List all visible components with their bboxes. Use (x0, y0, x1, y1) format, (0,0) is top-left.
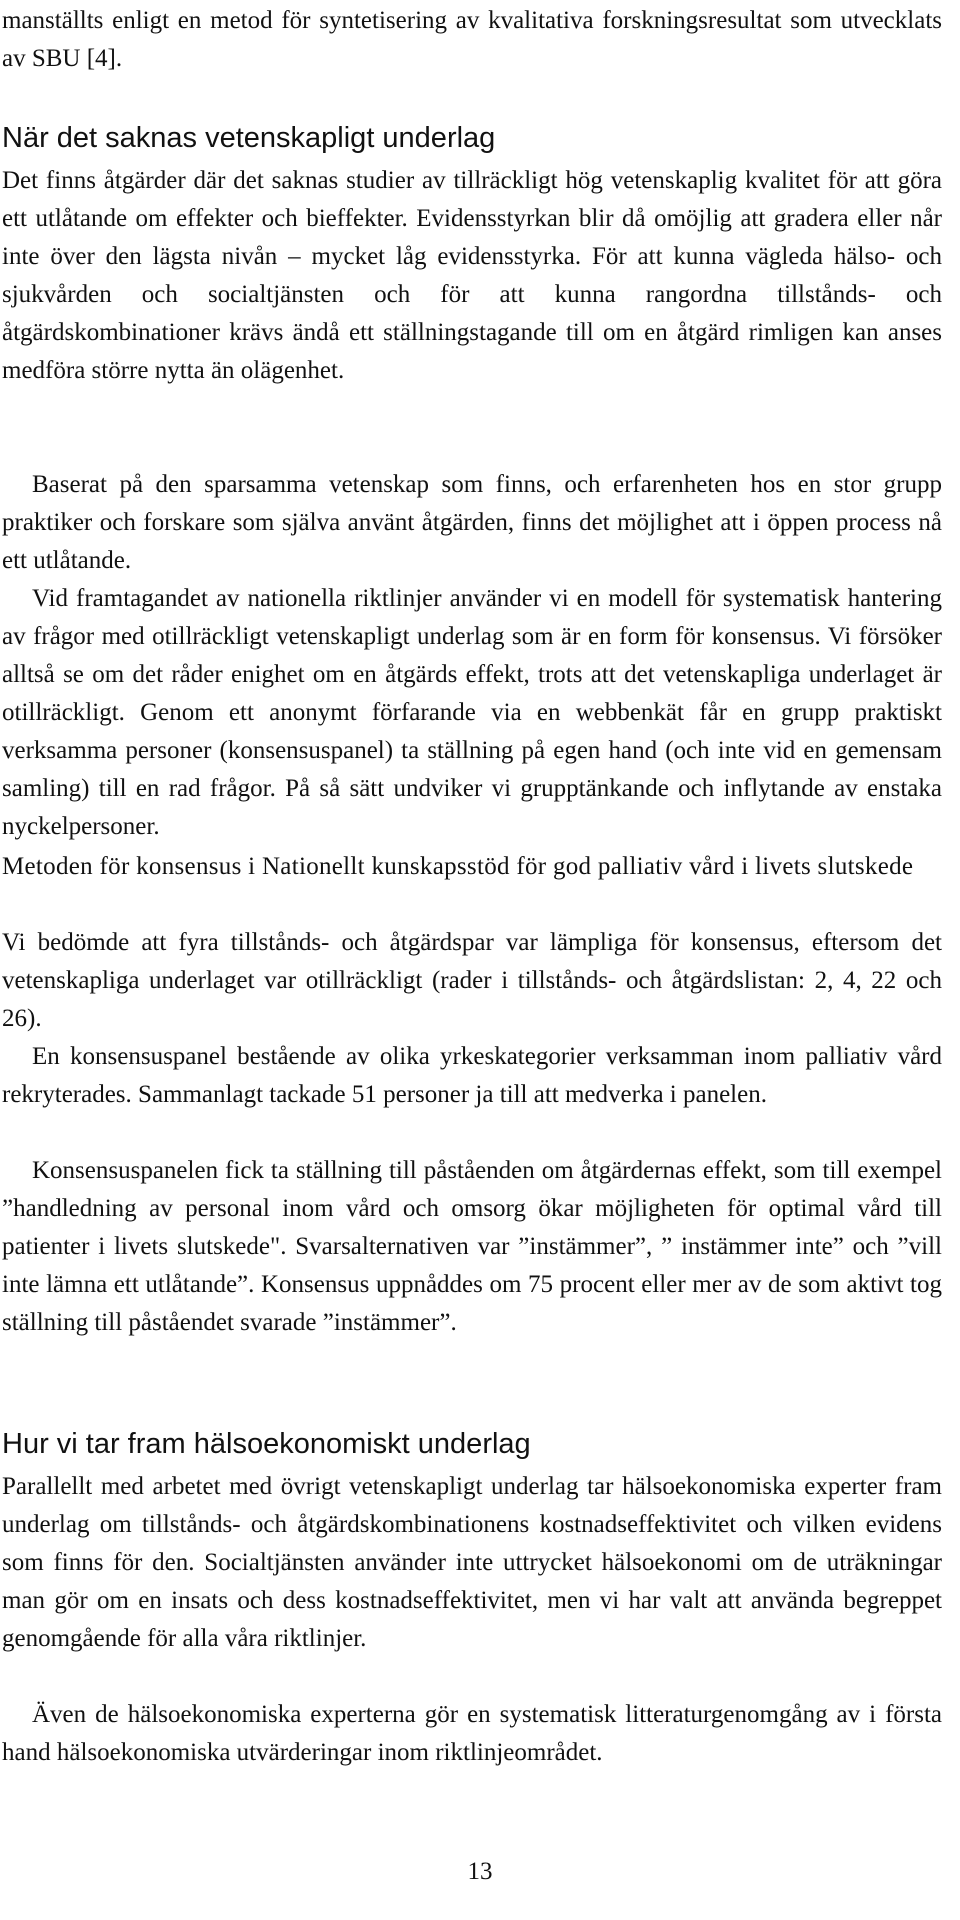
paragraph: Vi bedömde att fyra tillstånds- och åtgärdspar var lämpliga för konsensus, eftersom det vetenskapliga underlaget var otillräckligt (rader i tillstånds- och åtgärdslistan: 2, 4, 22 och 26). (2, 929, 942, 1032)
paragraph: Det finns åtgärder där det saknas studier av tillräckligt hög vetenskaplig kvalitet för att göra ett utlåtande om effekter och bieffekter. Evidensstyrkan blir då omöjlig att gradera eller når inte över den lägsta nivån – mycket låg evidensstyrka. För att kunna vägleda hälso- och sjukvården och socialtjänsten och för att kunna rangordna tillstånds- och åtgärdskombinationer krävs ändå ett ställningstagande till om en åtgärd rimligen kan anses medföra större nytta än olägenhet. (2, 167, 942, 384)
paragraph: Även de hälsoekonomiska experterna gör en systematisk litteraturgenomgång av i första hand hälsoekonomiska utvärderingar inom riktlinjeområdet. (2, 1701, 942, 1766)
page-number: 13 (467, 1858, 493, 1885)
section-heading-health-economics: Hur vi tar fram hälsoekonomiskt underlag (2, 1428, 531, 1460)
paragraph: Parallellt med arbetet med övrigt vetenskapligt underlag tar hälsoekonomiska experter fram underlag om tillstånds- och åtgärdskombinationens kostnadseffektivitet och vilken evidens som finns för den. Socialtjänsten använder inte uttrycket hälsoekonomi om de uträkningar man gör om en insats och dess kostnadseffektivitet, men vi har valt att använda begreppet genomgående för alla våra riktlinjer. (2, 1473, 942, 1652)
section-heading-consensus-method: Metoden för konsensus i Nationellt kunskapsstöd för god palliativ vård i livets slutskede (2, 853, 914, 880)
paragraph: En konsensuspanel bestående av olika yrkeskategorier verksamman inom palliativ vård rekryterades. Sammanlagt tackade 51 personer ja till att medverka i panelen. (2, 1043, 942, 1108)
section-heading-no-evidence: När det saknas vetenskapligt underlag (2, 122, 496, 154)
paragraph: Konsensuspanelen fick ta ställning till påståenden om åtgärdernas effekt, som till exempel ”handledning av personal inom vård och omsorg ökar möjligheten för optimal vård till patienter i livets slutskede". Svarsalternativen var ”instämmer”, ” instämmer inte” och ”vill inte lämna ett utlåtande”. Konsensus uppnåddes om 75 procent eller mer av de som aktivt tog ställning till påståendet svarade ”instämmer”. (2, 1157, 942, 1336)
paragraph: Vid framtagandet av nationella riktlinjer använder vi en modell för systematisk hantering av frågor med otillräckligt vetenskapligt underlag som är en form för konsensus. Vi försöker alltså se om det råder enighet om en åtgärds effekt, trots att det vetenskapliga underlaget är otillräckligt. Genom ett anonymt förfarande via en webbenkät får en grupp praktiskt verksamma personer (konsensuspanel) ta ställning på egen hand (och inte vid en gemensam samling) till en rad frågor. På så sätt undviker vi grupptänkande och inflytande av enstaka nyckelpersoner. (2, 585, 942, 840)
paragraph: Baserat på den sparsamma vetenskap som finns, och erfarenheten hos en stor grupp praktiker och forskare som själva använt åtgärden, finns det möjlighet att i öppen process nå ett utlåtande. (2, 471, 942, 574)
intro-paragraph: manställts enligt en metod för syntetisering av kvalitativa forskningsresultat som utvecklats av SBU [4]. (2, 7, 942, 72)
